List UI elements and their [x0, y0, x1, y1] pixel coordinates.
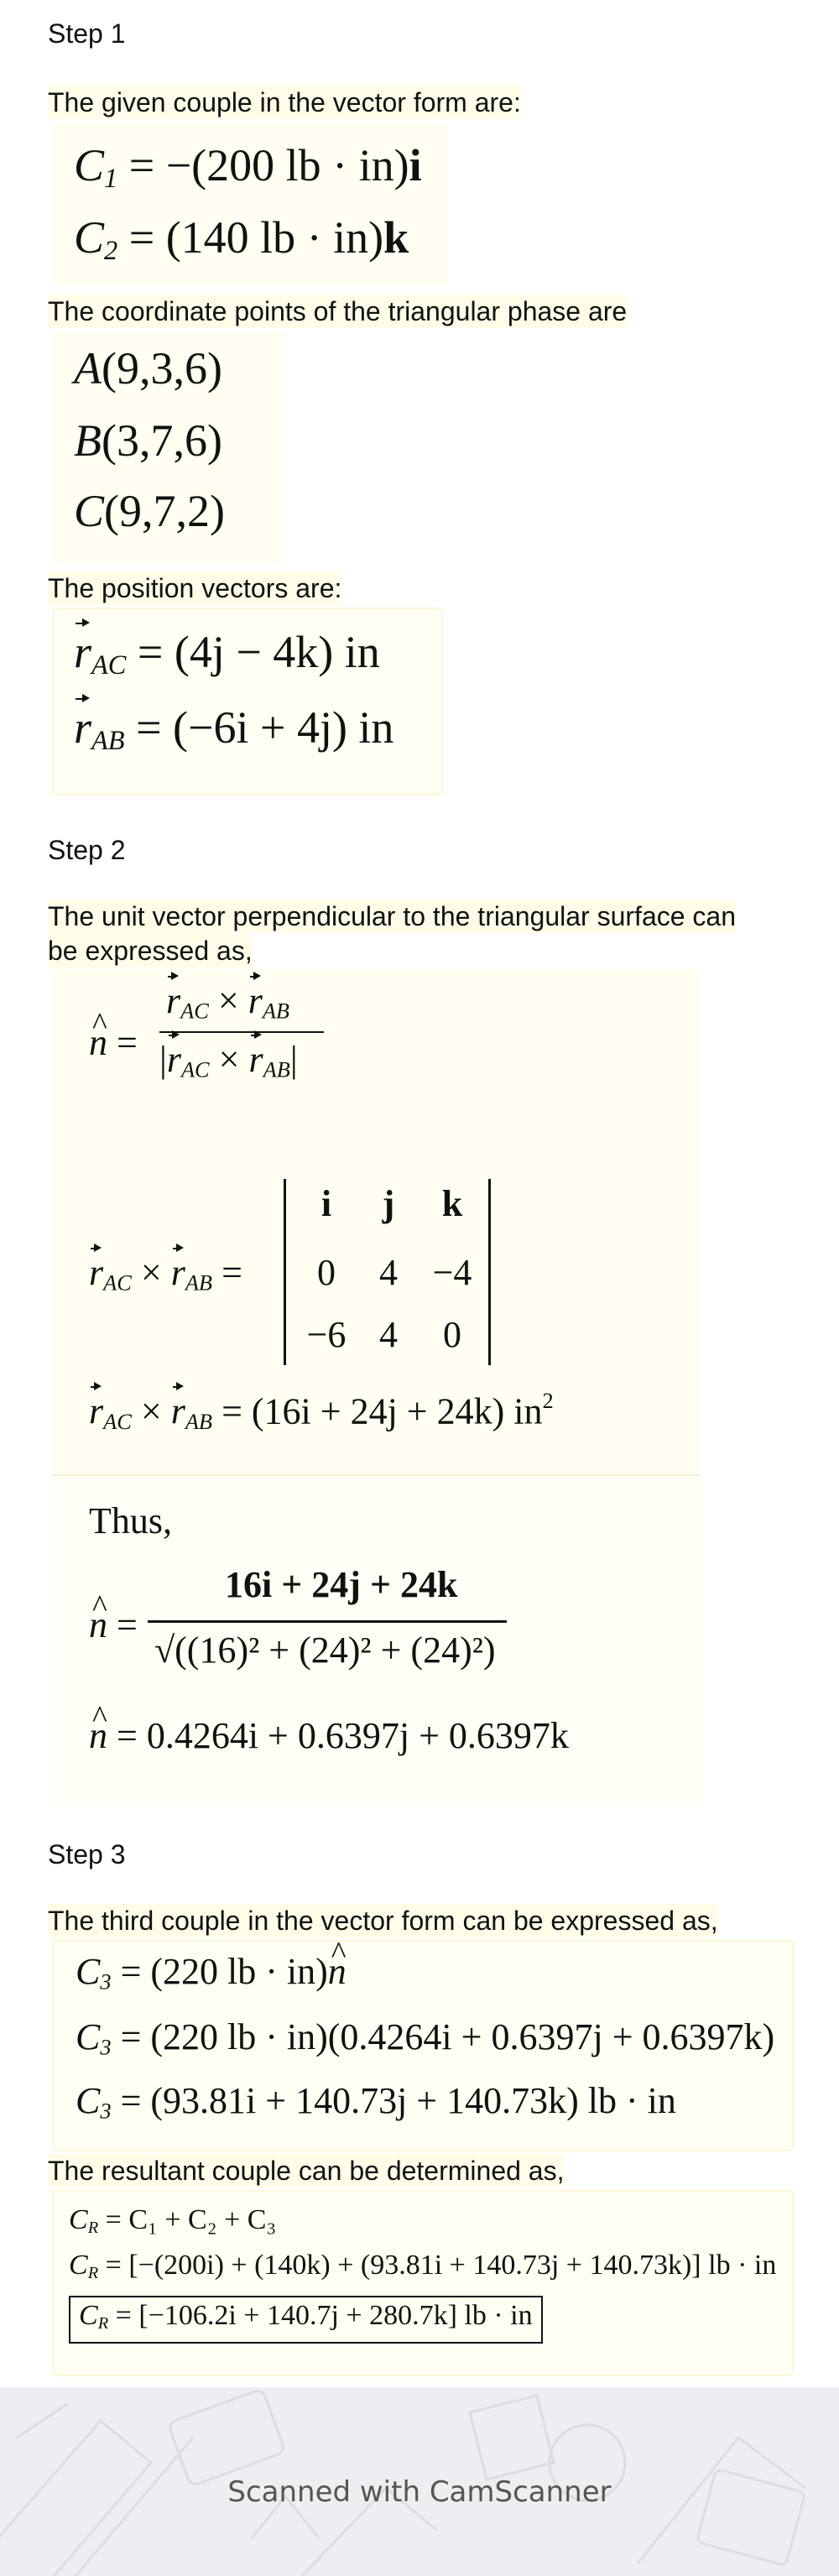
position-vectors-box: [52, 607, 443, 795]
c3-intro-text: The third couple in the vector form can be expressed as,: [48, 1906, 718, 1936]
couple-intro-text: The given couple in the vector form are:: [48, 87, 521, 117]
unit-vector-box: [52, 969, 700, 1800]
c2-equation: $C_2 = (140$ lb · in)k: [74, 212, 409, 267]
c3-line3: $C_3 = (93.81i + 140.73j + 140.73k)$ lb · in: [76, 2080, 676, 2124]
unit-intro-line1: The unit vector perpendicular to the triangular surface can: [48, 901, 737, 931]
cross-det-lhs: $r_{AC} \times r_{AB}$ =: [89, 1252, 242, 1296]
det-cell: 0: [317, 1252, 336, 1293]
n-hat-denominator: $|r_{AC} \times r_{AB}|$: [159, 1039, 298, 1082]
det-cell: k: [441, 1183, 463, 1224]
det-cell: −6: [306, 1314, 347, 1355]
resultant-intro-text: The resultant couple can be determined as,: [48, 2156, 565, 2186]
n-value-denominator: √((16)² + (24)² + (24)²): [154, 1630, 496, 1671]
det-cell: i: [320, 1183, 332, 1224]
third-couple-box: [52, 1940, 794, 2151]
scanned-with-camscanner-text: Scanned with CamScanner: [227, 2475, 612, 2509]
c1-equation: $C_1 = -(200$ lb · in)i: [74, 140, 422, 195]
cr-line1: $C_R = C_1 + C_2 + C_3$: [69, 2204, 277, 2238]
step3-heading: Step 3: [48, 1839, 126, 1869]
final-answer: $C_R = [-106.2i + 140.7j + 280.7k]$ lb · in: [69, 2296, 543, 2344]
r-ab-equation: $r_{AB} = (-6i + 4j)$ in: [74, 702, 394, 757]
point-b: B(3,7,6): [74, 415, 222, 466]
det-cell: 4: [379, 1252, 398, 1293]
given-couples-box: [52, 124, 448, 285]
n-hat-lhs: n ^ =: [89, 1021, 138, 1065]
n-hat-fraction-line: [159, 1031, 324, 1033]
n-value-result: n ^ = 0.4264i + 0.6397j + 0.6397k: [89, 1714, 569, 1758]
det-cell: j: [382, 1183, 395, 1224]
r-ac-equation: $r_{AC} = (4j - 4k)$ in: [74, 627, 380, 681]
cross-result: $r_{AC} \times r_{AB} = (16i + 24j + 24k)$ $in^2$: [89, 1388, 554, 1435]
c3-line1: $C_3 = (220$ lb · in)n ^: [76, 1950, 347, 2004]
n-value-lhs: n ^ =: [89, 1603, 138, 1647]
det-left-bar: [284, 1179, 286, 1365]
n-value-fraction-line: [148, 1620, 507, 1623]
resultant-couple-box: [52, 2190, 794, 2376]
cr-line2: $C_R = [-(200i) + (140k) + (93.81i + 140.73j + 140.73k)]$ lb · in: [69, 2250, 777, 2283]
coordinate-points-box: [52, 332, 285, 562]
unit-intro-line2: be expressed as,: [48, 936, 253, 966]
step1-heading: Step 1: [48, 18, 126, 49]
det-cell: −4: [432, 1252, 472, 1293]
c3-line2: $C_3 = (220$ lb · in)(0.4264i + 0.6397j + 0.6397k): [76, 2016, 775, 2060]
thus-label: Thus,: [89, 1500, 172, 1541]
point-a: A(9,3,6): [74, 343, 222, 394]
position-intro-text: The position vectors are:: [48, 573, 342, 603]
det-cell: 4: [379, 1314, 398, 1355]
step2-heading: Step 2: [48, 835, 126, 865]
n-hat-numerator: $r_{AC} \times r_{AB}$: [166, 980, 290, 1024]
point-c: C(9,7,2): [74, 486, 225, 536]
n-value-numerator: 16i + 24j + 24k: [225, 1564, 458, 1605]
camscanner-footer: [0, 2387, 839, 2576]
det-cell: 0: [443, 1314, 461, 1355]
points-intro-text: The coordinate points of the triangular phase are: [48, 296, 628, 326]
